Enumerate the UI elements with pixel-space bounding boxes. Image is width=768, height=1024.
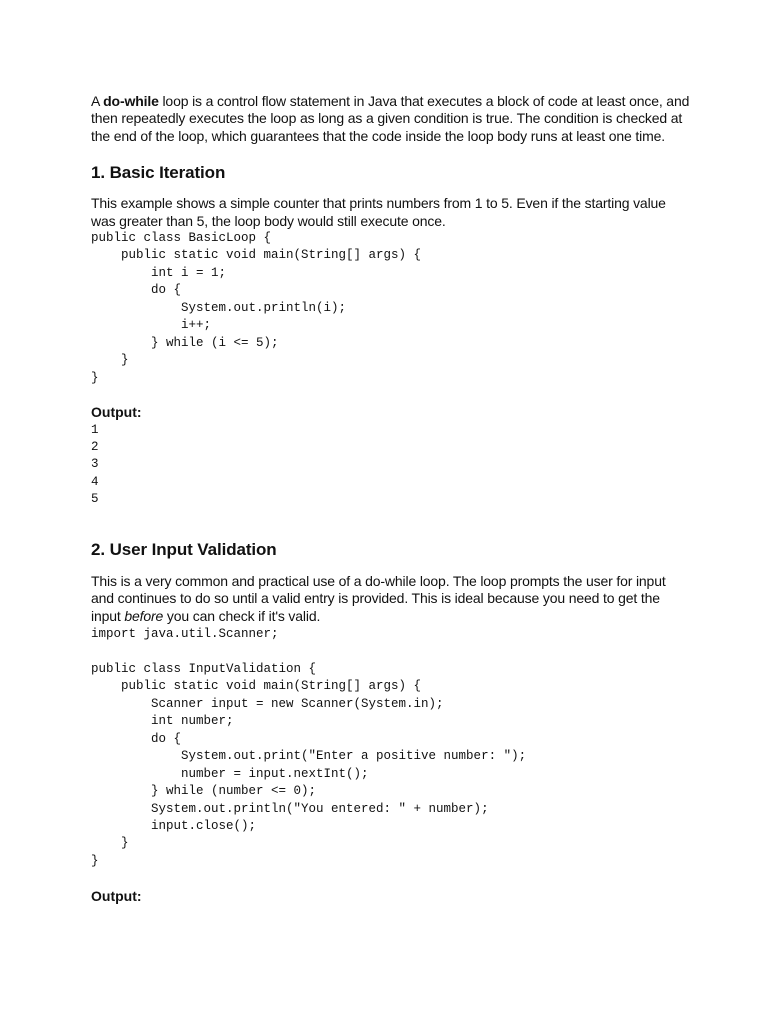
section2-heading: 2. User Input Validation [91,539,277,559]
section2-description-after: you can check if it's valid. [163,607,321,624]
section1-output-label: Output: [91,404,142,421]
section1-heading: 1. Basic Iteration [91,163,226,183]
intro-paragraph [91,93,691,145]
section1-code-block: public class BasicLoop { public static void main(String[] args) { int i = 1; do { System.out.println(i); i++; } while (i <= 5); } } [91,231,422,385]
section2-description [91,573,691,625]
document-page [91,93,691,906]
section2-output-label: Output: [91,888,142,905]
intro-text: loop is a control flow statement in Java that executes a block of code at least once, and then repeatedly executes the loop as long as a given condition is true. The condition is checked at the end of the loop, which guarantees that the code inside the loop body runs at least one time. [91,93,690,144]
section2-code-block: import java.util.Scanner; public class InputValidation { public static void main(String[] args) { Scanner input = new Scanner(System.in); int number; do { System.out.print("Enter a positive number: "); number = input.nextInt(); } while (number <= 0); System.out.println("You entered: " + number); input.close(); } } [91,627,527,868]
intro-prefix: A [91,93,104,109]
section1-description: This example shows a simple counter that prints numbers from 1 to 5. Even if the starting value was greater than 5, the loop body would still execute once. [91,195,666,229]
section2-description-before: This is a very common and practical use of a do-while loop. The loop prompts the user for input and continues to do so until a valid entry is provided. This is ideal because you need to get the input [91,572,666,624]
section2-description-italic: before [124,607,164,624]
intro-bold-term: do-while [103,93,159,109]
section1-output-block: 1 2 3 4 5 [91,422,99,507]
